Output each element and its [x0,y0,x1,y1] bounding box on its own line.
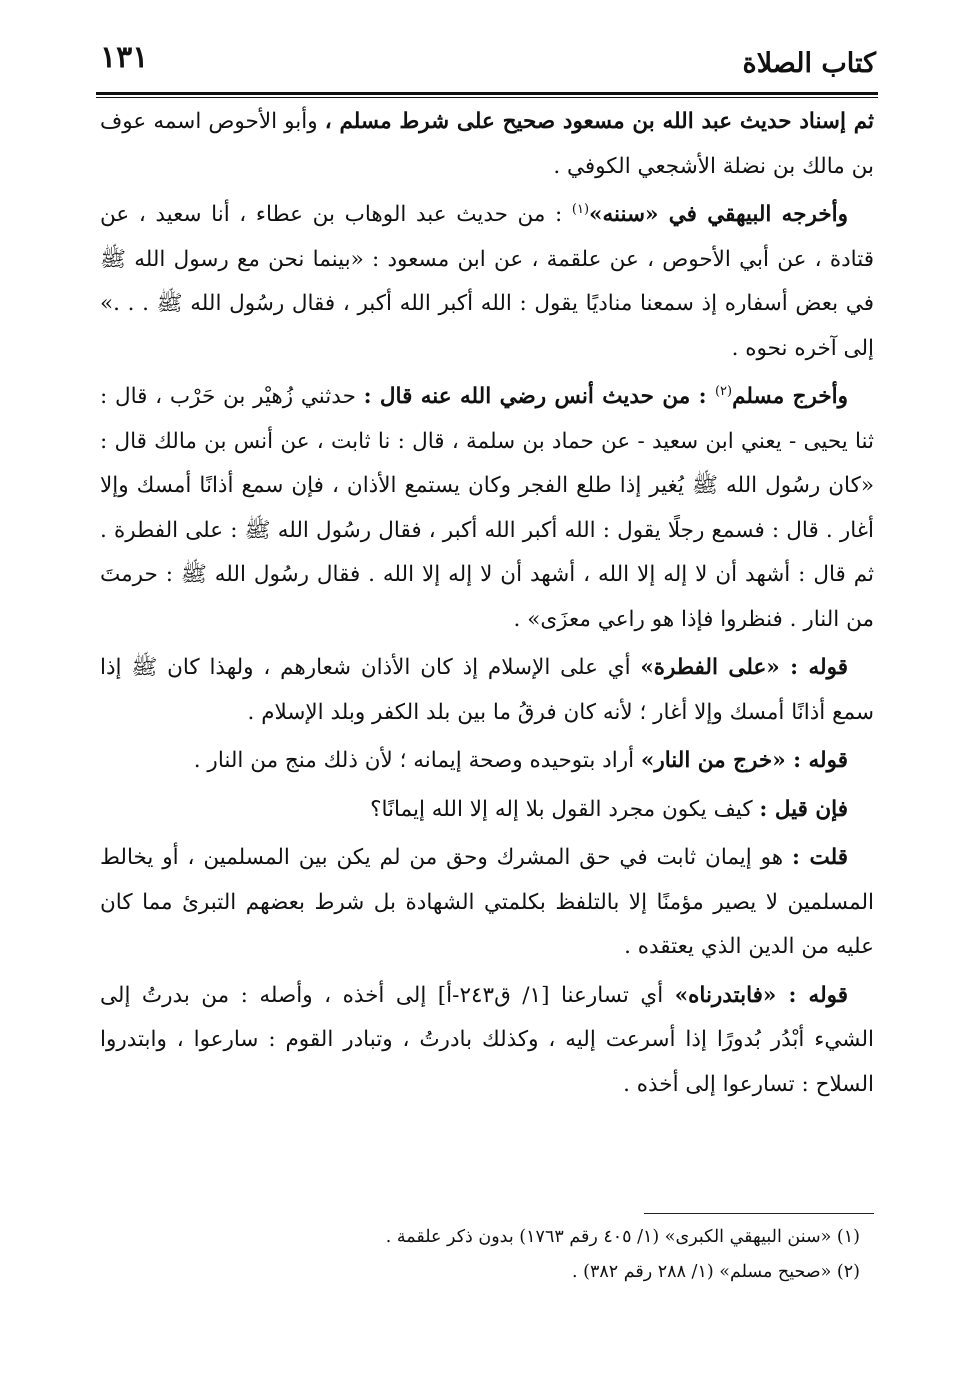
paragraph-lead: وأخرج مسلم [732,384,848,409]
footnote-separator [644,1213,874,1214]
paragraph-text: حدثني زُهيْر بن حَرْب ، قال : ثنا يحيى - يعني ابن سعيد - عن حماد بن سلمة ، قال : نا ثابت ، عن أنس بن مالك قال : «كان رسُول الله ﷺ يُغير إذا طلع الفجر وكان يستمع الأذان ، فإن سمع أذانًا أمسك وإلا أغار . قال : فسمع رجلًا يقول : الله أكبر الله أكبر ، فقال رسُول الله ﷺ : على الفطرة . ثم قال : أشهد أن لا إله إلا الله ، أشهد أن لا إله إلا الله . فقال رسُول الله ﷺ : حرمتَ من النار . فنظروا فإذا هو راعي معزَى» . [100,384,874,632]
footnotes [100,1220,874,1290]
paragraph-lead: ثم إسناد حديث عبد الله بن مسعود صحيح على شرط مسلم ، [324,109,874,134]
paragraph-isnad [100,100,874,189]
running-title: كتاب الصلاة [742,48,876,79]
page-header [96,40,878,96]
paragraph-lead: قلت : [792,845,848,870]
paragraph-question [100,788,874,833]
paragraph-muslim [100,375,874,642]
footnote-ref-1[interactable]: (١) [571,201,590,217]
paragraph-bayhaqi [100,193,874,371]
paragraph-lead: قوله : «فابتدرناه» [674,982,848,1008]
footnote-1: (١) «سنن البيهقي الكبرى» (١/ ٤٠٥ رقم ١٧٦٣) بدون ذكر علقمة . [385,1227,860,1247]
paragraph-text: كيف يكون مجرد القول بلا إله إلا الله إيمانًا؟ [370,796,760,822]
paragraph-ibtadarnahu [100,974,874,1108]
paragraph-lead: فإن قيل : [759,796,848,822]
paragraph-lead: وأخرجه البيهقي في «سننه» [589,202,849,227]
paragraph-khuruj [100,739,874,784]
paragraph-text: وأبو الأحوص اسمه عوف بن مالك بن نضلة الأشجعي الكوفي . [100,109,874,179]
paragraph-lead: قوله : «خرج من النار» [640,748,848,773]
paragraph-text: أي تسارعنا [١/ ق٢٤٣-أ] إلى أخذه ، وأصله : من بدرتُ إلى الشيء أبْدُر بُدورًا إذا أسرعت إليه ، وكذلك بادرتُ ، وتبادر القوم : سارعوا ، وابتدروا السلاح : تسارعوا إلى أخذه . [100,982,874,1097]
main-text [100,100,874,1107]
paragraph-text: أي على الإسلام إذ كان الأذان شعارهم ، ولهذا كان ﷺ إذا سمع أذانًا أمسك وإلا أغار ؛ لأنه كان فرقُ ما بين بلد الكفر وبلد الإسلام . [100,655,874,725]
header-rule-thin [96,97,878,98]
paragraph-fitra [100,646,874,735]
page-number: ١٣١ [100,40,149,75]
paragraph-answer [100,836,874,970]
footnote-2: (٢) «صحيح مسلم» (١/ ٢٨٨ رقم ٣٨٢) . [572,1262,860,1282]
header-rule-thick [96,92,878,95]
paragraph-text: أراد بتوحيده وصحة إيمانه ؛ لأن ذلك منج من النار . [193,748,641,773]
footnote-ref-2[interactable]: (٢) [714,383,733,399]
paragraph-lead-2: : من حديث أنس رضي الله عنه قال : [363,384,715,409]
paragraph-text: هو إيمان ثابت في حق المشرك وحق من لم يكن بين المسلمين ، أو يخالط المسلمين لا يصير مؤمنًا إلا بالتلفظ بكلمتي الشهادة بل شرط بعضهم التبرئ مما كان عليه من الدين الذي يعتقده . [100,845,874,959]
paragraph-text: : من حديث عبد الوهاب بن عطاء ، أنا سعيد ، عن قتادة ، عن أبي الأحوص ، عن علقمة ، عن ابن مسعود : «بينما نحن مع رسول الله ﷺ في بعض أسفاره إذ سمعنا مناديًا يقول : الله أكبر الله أكبر ، فقال رسُول الله ﷺ . . .» إلى آخره نحوه . [100,202,874,361]
paragraph-lead: قوله : «على الفطرة» [640,655,848,680]
